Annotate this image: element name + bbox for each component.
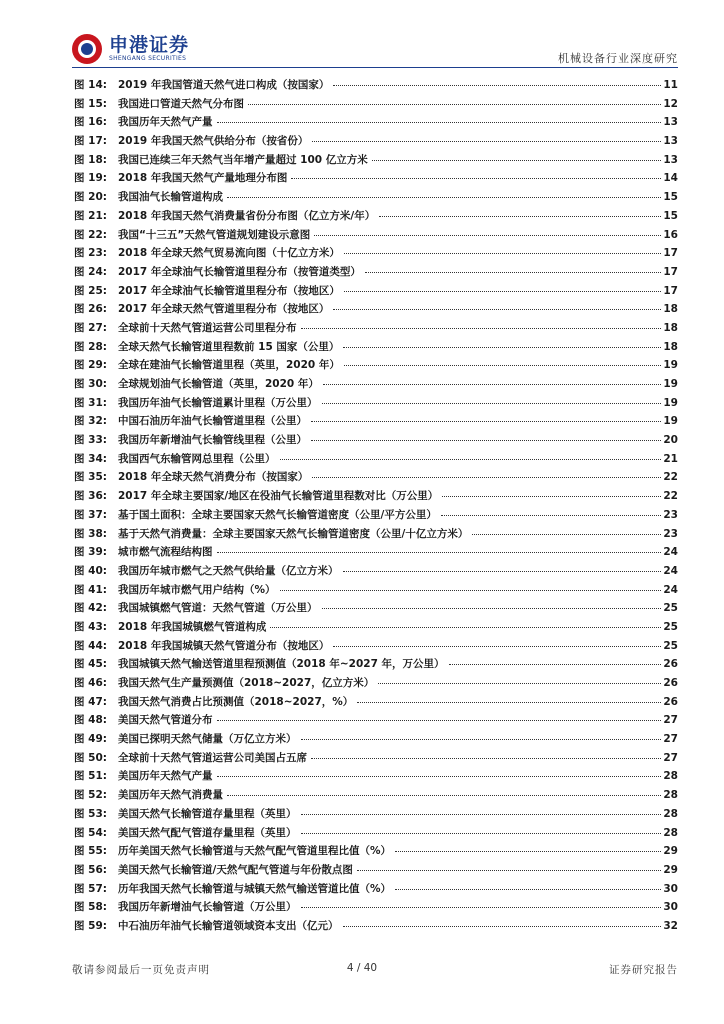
page-ref: 17	[663, 247, 678, 260]
figure-number: 图 44:	[74, 639, 107, 652]
figure-number: 图 39:	[74, 546, 107, 559]
dot-leader	[217, 110, 662, 123]
dot-leader	[323, 372, 661, 385]
page-ref: 28	[663, 789, 678, 802]
page-ref: 17	[663, 265, 678, 278]
dot-leader	[227, 783, 661, 796]
figure-number: 图 27:	[74, 321, 107, 334]
figure-number: 图 57:	[74, 882, 107, 895]
page-ref: 16	[663, 228, 678, 241]
page-ref: 27	[663, 751, 678, 764]
dot-leader	[322, 596, 662, 609]
page-ref: 19	[663, 359, 678, 372]
figure-title: 2019 年我国天然气供给分布（按省份）	[118, 135, 309, 148]
page-ref: 30	[663, 882, 678, 895]
figure-number: 图 14:	[74, 79, 107, 91]
page-ref: 18	[663, 340, 678, 353]
figure-title: 全球规划油气长输管道（英里，2020 年）	[118, 378, 319, 390]
page-footer	[0, 962, 724, 992]
figure-number: 图 18:	[74, 153, 107, 166]
figure-number: 图 23:	[74, 247, 107, 260]
figure-title: 我国天然气消费占比预测值（2018~2027，%）	[118, 695, 354, 708]
dot-leader	[343, 914, 662, 927]
figure-number: 图 30:	[74, 378, 107, 390]
page-ref: 21	[663, 452, 678, 465]
disclaimer-note: 敬请参阅最后一页免责声明	[72, 964, 210, 976]
page-ref: 25	[663, 639, 678, 652]
figure-title: 我国历年油气长输管道累计里程（万公里）	[118, 396, 318, 409]
figure-title: 我国已连续三年天然气当年增产量超过 100 亿立方米	[118, 153, 368, 166]
figure-number: 图 29:	[74, 359, 107, 372]
figure-title: 2017 年全球油气长输管道里程分布（按管道类型）	[118, 265, 361, 278]
dot-leader	[301, 316, 662, 329]
page-ref: 18	[663, 321, 678, 334]
dot-leader	[301, 727, 662, 740]
dot-leader	[395, 839, 661, 852]
dot-leader	[378, 671, 661, 684]
figure-title: 中石油历年油气长输管道领域资本支出（亿元）	[118, 919, 339, 932]
dot-leader	[344, 353, 661, 366]
figure-title: 我国城镇燃气管道：天然气管道（万公里）	[118, 602, 318, 615]
page-ref: 27	[663, 733, 678, 746]
figure-number: 图 40:	[74, 564, 107, 577]
figure-number: 图 58:	[74, 901, 107, 914]
dot-leader	[280, 447, 662, 460]
figure-number: 图 19:	[74, 172, 107, 185]
figure-number: 图 35:	[74, 471, 107, 484]
page-ref: 13	[663, 153, 678, 166]
figure-number: 图 22:	[74, 228, 107, 241]
figure-number: 图 50:	[74, 751, 107, 764]
page-ref: 22	[663, 471, 678, 484]
figure-title: 2018 年我国城镇天然气管道分布（按地区）	[118, 639, 330, 652]
dot-leader	[312, 465, 661, 478]
figure-title: 历年我国天然气长输管道与城镇天然气输送管道比值（%）	[118, 882, 392, 895]
figure-title: 我国西气东输管网总里程（公里）	[118, 452, 276, 465]
dot-leader	[365, 260, 661, 273]
figure-number: 图 56:	[74, 863, 107, 876]
figure-title: 2018 年我国天然气产量地理分布图	[118, 172, 288, 185]
dot-leader	[333, 634, 661, 647]
figure-title: 2017 年全球主要国家/地区在役油气长输管道里程数对比（万公里）	[118, 490, 439, 503]
figure-title: 美国天然气管道分布	[118, 714, 213, 727]
dot-leader	[333, 297, 661, 310]
figure-number: 图 49:	[74, 733, 107, 746]
figure-number: 图 20:	[74, 191, 107, 204]
page-header	[0, 0, 724, 72]
page-ref: 27	[663, 714, 678, 727]
figure-title: 2018 年我国天然气消费量省份分布图（亿立方米/年）	[118, 209, 376, 222]
dot-leader	[217, 540, 662, 553]
figure-title: 全球前十天然气管道运营公司里程分布	[118, 321, 297, 334]
page-ref: 15	[663, 191, 678, 204]
page-ref: 13	[663, 135, 678, 148]
page-number: 4 / 40	[346, 962, 378, 974]
dot-leader	[227, 185, 661, 198]
figure-title: 美国已探明天然气储量（万亿立方米）	[118, 733, 297, 746]
figure-number: 图 42:	[74, 602, 107, 615]
page-ref: 17	[663, 284, 678, 297]
figure-number: 图 46:	[74, 677, 107, 689]
dot-leader	[248, 92, 661, 105]
dot-leader	[311, 409, 661, 422]
page-ref: 28	[663, 826, 678, 839]
page-ref: 23	[663, 527, 678, 540]
logo-en-text: SHENGANG SECURITIES	[109, 55, 187, 62]
figure-title: 基于天然气消费量：全球主要国家天然气长输管道密度（公里/十亿立方米）	[118, 527, 469, 540]
page-ref: 25	[663, 602, 678, 615]
figure-title: 我国历年城市燃气之天然气供给量（亿立方米）	[118, 564, 339, 577]
page-ref: 26	[663, 695, 678, 708]
figure-title: 2017 年全球天然气管道里程分布（按地区）	[118, 303, 330, 316]
figure-title: 2017 年全球油气长输管道里程分布（按地区）	[118, 284, 340, 297]
report-category: 证券研究报告	[609, 964, 678, 976]
dot-leader	[270, 615, 661, 628]
dot-leader	[291, 166, 661, 179]
figure-title: 全球在建油气长输管道里程（英里，2020 年）	[118, 359, 340, 372]
figure-title: 美国天然气长输管道存量里程（英里）	[118, 807, 297, 820]
figure-number: 图 54:	[74, 826, 107, 839]
dot-leader	[312, 129, 661, 142]
page-ref: 19	[663, 396, 678, 409]
dot-leader	[343, 335, 661, 348]
page-ref: 22	[663, 490, 678, 503]
figure-number: 图 53:	[74, 807, 107, 820]
toc-entry[interactable]	[74, 916, 678, 935]
figure-number: 图 48:	[74, 714, 107, 727]
figure-number: 图 59:	[74, 919, 107, 932]
dot-leader	[322, 391, 662, 404]
figure-number: 图 26:	[74, 303, 107, 316]
dot-leader	[343, 559, 662, 572]
logo-cn-text: 申港证券	[109, 34, 190, 56]
figure-title: 我国进口管道天然气分布图	[118, 97, 244, 110]
figure-number: 图 52:	[74, 789, 107, 802]
figure-number: 图 47:	[74, 695, 107, 708]
dot-leader	[344, 279, 661, 292]
figure-number: 图 37:	[74, 508, 107, 521]
dot-leader	[441, 503, 662, 516]
dot-leader	[301, 895, 662, 908]
page-ref: 14	[663, 172, 678, 185]
figure-title: 美国天然气配气管道存量里程（英里）	[118, 826, 297, 839]
page-ref: 18	[663, 303, 678, 316]
page-ref: 23	[663, 508, 678, 521]
logo-emblem-icon	[72, 34, 102, 64]
figure-title: 2018 年全球天然气消费分布（按国家）	[118, 471, 309, 484]
page-ref: 20	[663, 434, 678, 447]
figure-number: 图 32:	[74, 415, 107, 428]
header-divider	[72, 67, 678, 68]
dot-leader	[357, 858, 662, 871]
figure-number: 图 28:	[74, 340, 107, 353]
dot-leader	[301, 821, 662, 834]
page-ref: 12	[663, 97, 678, 110]
figure-number: 图 41:	[74, 583, 107, 596]
page-ref: 24	[663, 564, 678, 577]
page-ref: 32	[663, 919, 678, 932]
figure-title: 美国历年天然气消费量	[118, 789, 223, 802]
page-ref: 29	[663, 863, 678, 876]
figure-title: 我国历年天然气产量	[118, 116, 213, 129]
dot-leader	[217, 708, 662, 721]
figure-number: 图 24:	[74, 265, 107, 278]
page-ref: 11	[663, 79, 678, 91]
page-ref: 28	[663, 807, 678, 820]
figure-number: 图 36:	[74, 490, 107, 503]
figure-title: 2018 年全球天然气贸易流向图（十亿立方米）	[118, 247, 340, 260]
figure-title: 我国油气长输管道构成	[118, 191, 223, 204]
dot-leader	[311, 428, 661, 441]
figure-title: 全球前十天然气管道运营公司美国占五席	[118, 751, 307, 764]
figure-number: 图 34:	[74, 452, 107, 465]
figure-number: 图 16:	[74, 116, 107, 129]
dot-leader	[379, 204, 661, 217]
page-ref: 13	[663, 116, 678, 129]
figure-title: 我国历年城市燃气用户结构（%）	[118, 583, 276, 596]
company-logo	[72, 34, 189, 64]
figure-title: 全球天然气长输管道里程数前 15 国家（公里）	[118, 340, 340, 353]
page-ref: 28	[663, 770, 678, 783]
figure-title: 我国历年新增油气长输管线里程（公里）	[118, 434, 307, 447]
page-ref: 25	[663, 620, 678, 633]
figure-list	[74, 75, 678, 935]
page-ref: 26	[663, 658, 678, 671]
figure-title: 城市燃气流程结构图	[118, 546, 213, 559]
figure-title: 美国历年天然气产量	[118, 770, 213, 783]
dot-leader	[311, 746, 661, 759]
report-type: 机械设备行业深度研究	[558, 52, 678, 65]
page-ref: 19	[663, 415, 678, 428]
figure-title: 我国历年新增油气长输管道（万公里）	[118, 901, 297, 914]
page-ref: 26	[663, 677, 678, 689]
page-ref: 19	[663, 378, 678, 390]
dot-leader	[333, 73, 661, 86]
page-ref: 30	[663, 901, 678, 914]
figure-number: 图 25:	[74, 284, 107, 297]
figure-title: 2018 年我国城镇燃气管道构成	[118, 620, 267, 633]
figure-number: 图 15:	[74, 97, 107, 110]
dot-leader	[442, 484, 661, 497]
figure-number: 图 31:	[74, 396, 107, 409]
figure-title: 2019 年我国管道天然气进口构成（按国家）	[118, 79, 330, 91]
dot-leader	[395, 877, 661, 890]
page-ref: 29	[663, 845, 678, 858]
dot-leader	[217, 764, 662, 777]
page-ref: 15	[663, 209, 678, 222]
page-ref: 24	[663, 546, 678, 559]
figure-number: 图 33:	[74, 434, 107, 447]
figure-title: 我国天然气生产量预测值（2018~2027，亿立方米）	[118, 677, 375, 689]
figure-title: 中国石油历年油气长输管道里程（公里）	[118, 415, 307, 428]
figure-number: 图 55:	[74, 845, 107, 858]
figure-number: 图 17:	[74, 135, 107, 148]
figure-number: 图 21:	[74, 209, 107, 222]
dot-leader	[280, 578, 662, 591]
dot-leader	[314, 223, 661, 236]
dot-leader	[357, 690, 661, 703]
figure-title: 我国城镇天然气输送管道里程预测值（2018 年~2027 年，万公里）	[118, 658, 445, 671]
figure-number: 图 51:	[74, 770, 107, 783]
figure-number: 图 45:	[74, 658, 107, 671]
dot-leader	[301, 802, 662, 815]
figure-title: 我国“十三五”天然气管道规划建设示意图	[118, 228, 311, 241]
dot-leader	[372, 148, 662, 161]
figure-number: 图 43:	[74, 620, 107, 633]
dot-leader	[472, 522, 661, 535]
figure-title: 历年美国天然气长输管道与天然气配气管道里程比值（%）	[118, 845, 392, 858]
figure-title: 基于国土面积：全球主要国家天然气长输管道密度（公里/平方公里）	[118, 508, 437, 521]
figure-title: 美国天然气长输管道/天然气配气管道与年份散点图	[118, 863, 353, 876]
dot-leader	[449, 652, 662, 665]
figure-number: 图 38:	[74, 527, 107, 540]
page-ref: 24	[663, 583, 678, 596]
dot-leader	[344, 241, 661, 254]
